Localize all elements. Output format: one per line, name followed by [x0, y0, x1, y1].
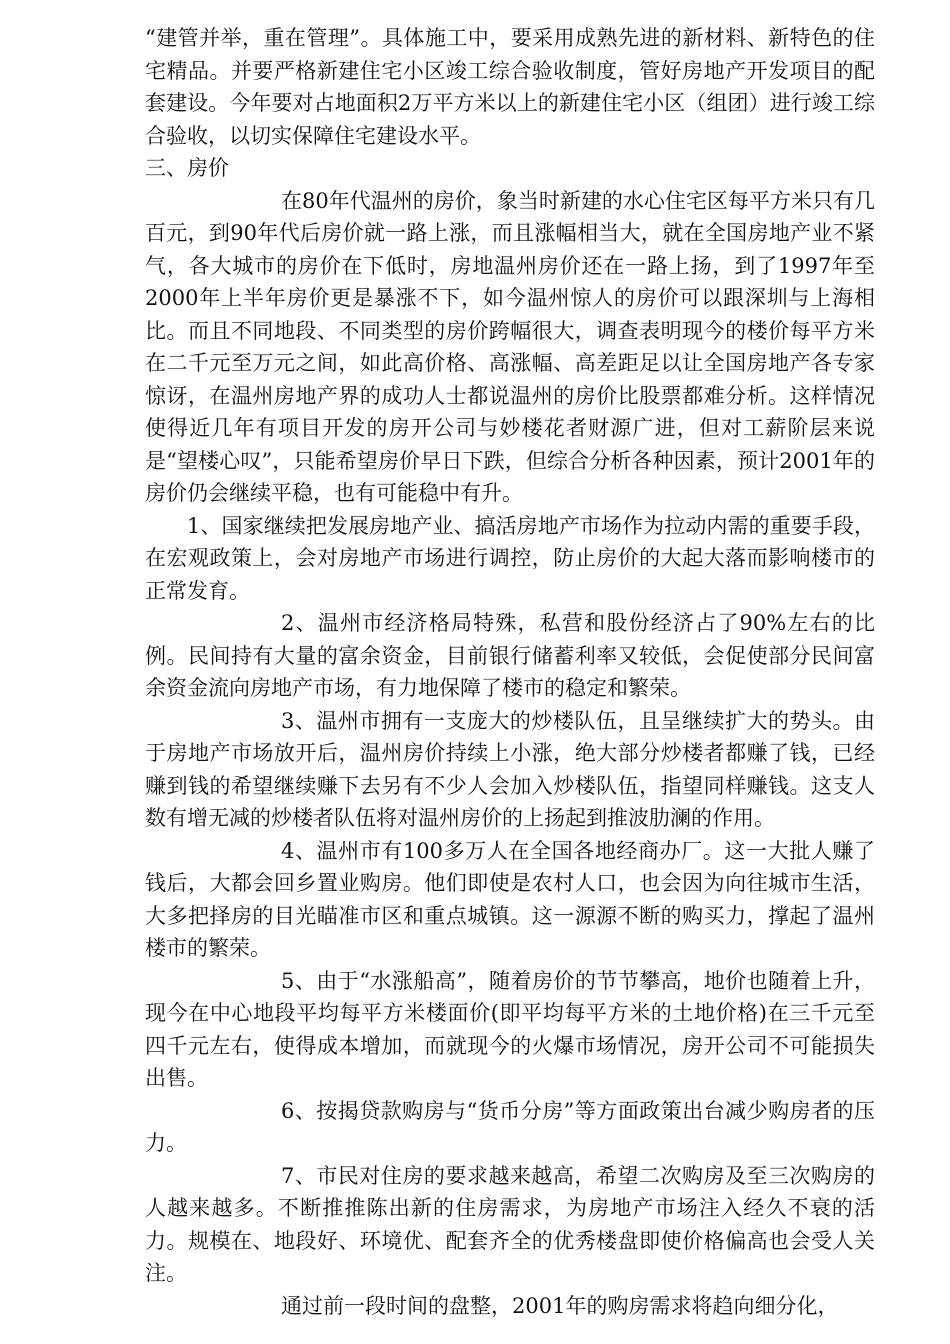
paragraph-conclusion: 通过前一段时间的盘整，2001年的购房需求将趋向细分化， — [281, 1293, 839, 1318]
paragraph-point-2: 2、温州市经济格局特殊，私营和股份经济占了90%左右的比例。民间持有大量的富余资金，目前银行储蓄利率又较低，会促使部分民间富余资金流向房地产市场，有力地保障了楼市的稳定和繁荣。 — [145, 611, 875, 700]
paragraph-point-7: 7、市民对住房的要求越来越高，希望二次购房及至三次购房的人越来越多。不断推推陈出新的住房需求，为房地产市场注入经久不衰的活力。规模在、地段好、环境优、配套齐全的优秀楼盘即使价格偏高也会受人关注。 — [145, 1163, 875, 1285]
paragraph-point-1: 1、国家继续把发展房地产业、搞活房地产市场作为拉动内需的重要手段，在宏观政策上，会对房地产市场进行调控，防止房价的大起大落而影响楼市的正常发育。 — [145, 513, 875, 603]
document-body — [145, 22, 875, 1322]
paragraph-point-4: 4、温州市有100多万人在全国各地经商办厂。这一大批人赚了钱后，大都会回乡置业购房。他们即使是农村人口，也会因为向往城市生活，大多把择房的目光瞄准市区和重点城镇。这一源源不断的购买力，撑起了温州楼市的繁荣。 — [145, 838, 875, 960]
paragraph-point-5: 5、由于“水涨船高”，随着房价的节节攀高，地价也随着上升，现今在中心地段平均每平方米楼面价(即平均每平方米的土地价格)在三千元至四千元左右，使得成本增加，而就现今的火爆市场情况，房开公司不可能损失出售。 — [145, 968, 875, 1090]
paragraph-point-6: 6、按揭贷款购房与“货币分房”等方面政策出台减少购房者的压力。 — [145, 1098, 875, 1155]
section-heading-house-price: 三、房价 — [145, 156, 229, 180]
paragraph-overview: 在80年代温州的房价，象当时新建的水心住宅区每平方米只有几百元，到90年代后房价就一路上涨，而且涨幅相当大，就在全国房地产业不紧气，各大城市的房价在下低时，房地温州房价还在一路上扬，到了1997年至2000年上半年房价更是暴涨不下，如今温州惊人的房价可以跟深圳与上海相比。而且不同地段、不同类型的房价跨幅很大，调查表明现今的楼价每平方米在二千元至万元之间，如此高价格、高涨幅、高差距足以让全国房地产各专家惊讶，在温州房地产界的成功人士都说温州的房价比股票都难分析。这样情况使得近几年有项目开发的房开公司与妙楼花者财源广进，但对工薪阶层来说是“望楼心叹”，只能希望房价早日下跌，但综合分析各种因素，预计2001年的房价仍会继续平稳，也有可能稳中有升。 — [145, 188, 875, 505]
paragraph-point-3: 3、温州市拥有一支庞大的炒楼队伍，且呈继续扩大的势头。由于房地产市场放开后，温州房价持续上小涨，绝大部分炒楼者都赚了钱，已经赚到钱的希望继续赚下去另有不少人会加入炒楼队伍，指望同样赚钱。这支人数有增无减的炒楼者队伍将对温州房价的上扬起到推波肋澜的作用。 — [145, 708, 875, 830]
paragraph-intro: “建管并举，重在管理”。具体施工中，要采用成熟先进的新材料、新特色的住宅精品。并要严格新建住宅小区竣工综合验收制度，管好房地产开发项目的配套建设。今年要对占地面积2万平方米以上的新建住宅小区（组团）进行竣工综合验收，以切实保障住宅建设水平。 — [145, 26, 875, 148]
